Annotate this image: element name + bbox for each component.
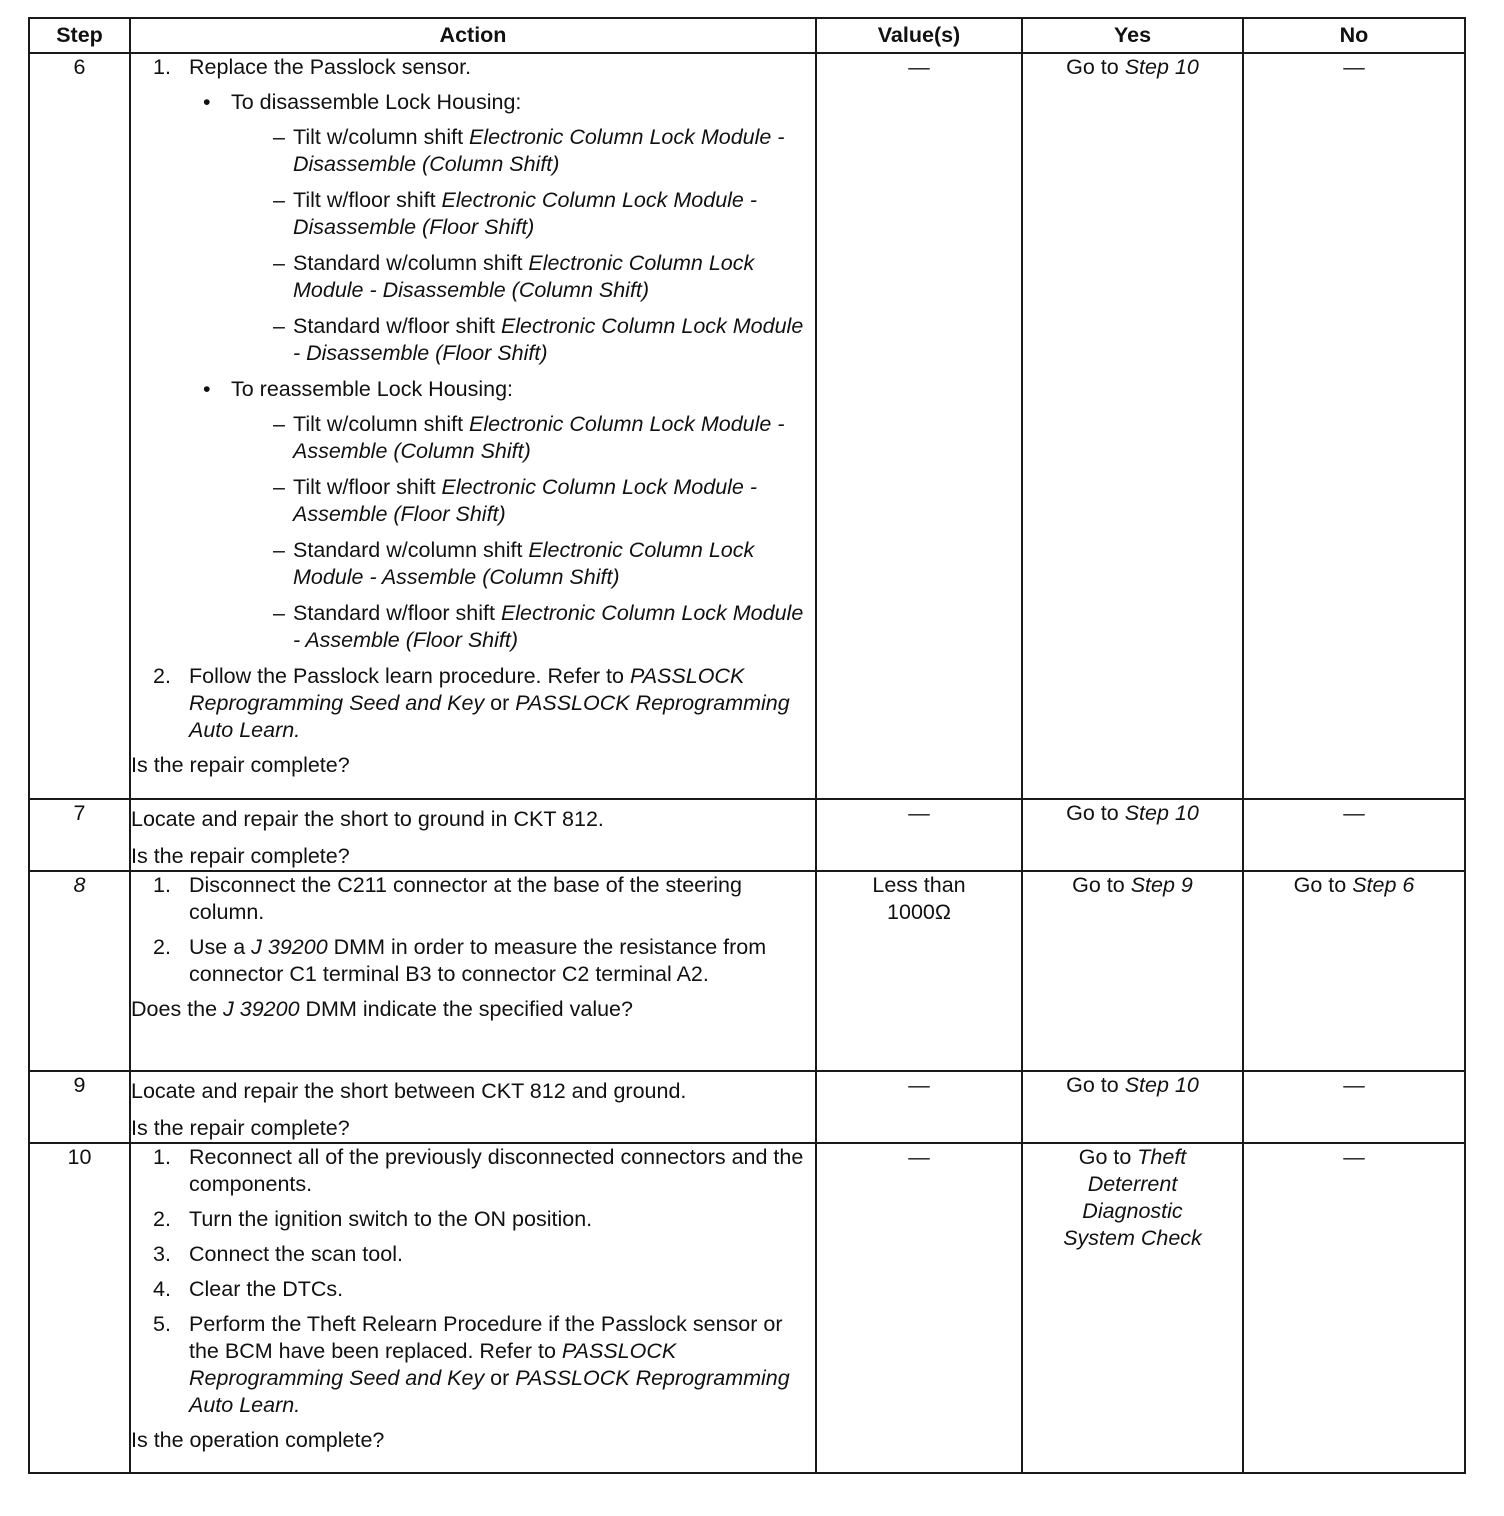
question-text: Is the operation complete? <box>131 1428 385 1452</box>
action-cell <box>130 53 816 799</box>
step-index: 4. <box>153 1277 171 1301</box>
table-row <box>29 799 1465 871</box>
action-step <box>131 872 815 926</box>
yes-text: Go to <box>1078 1145 1138 1169</box>
bullet-text: To disassemble Lock Housing: <box>231 90 522 114</box>
dash-item <box>231 187 815 241</box>
action-cell <box>130 1071 816 1143</box>
step-index: 3. <box>153 1242 171 1266</box>
step-text: DMM in order to measure the resistance from connector C1 terminal B3 to connector C2 terminal A2. <box>189 935 767 986</box>
dash-text: Standard w/floor shift <box>293 601 501 625</box>
no-cell: — <box>1243 53 1465 799</box>
table-row <box>29 1143 1465 1473</box>
procedure-link: Electronic Column Lock Module - Disassemble (Column Shift) <box>293 125 785 176</box>
step-text: Reconnect all of the previously disconnected connectors and the components. <box>189 1145 804 1196</box>
action-steps <box>131 872 815 988</box>
step-number: 10 <box>29 1143 130 1473</box>
dash-glyph: – <box>273 475 285 499</box>
step-text: Connect the scan tool. <box>189 1242 403 1266</box>
table-row <box>29 53 1465 799</box>
header-row <box>29 18 1465 53</box>
bullet-glyph: • <box>203 90 211 114</box>
header-yes: Yes <box>1022 18 1243 53</box>
tool-name: J 39200 <box>223 997 300 1021</box>
header-no: No <box>1243 18 1465 53</box>
procedure-link: Theft Deterrent Diagnostic System Check <box>1063 1145 1202 1250</box>
dash-glyph: – <box>273 188 285 212</box>
step-link: Step 9 <box>1130 873 1193 897</box>
dash-item <box>231 474 815 528</box>
dash-item <box>231 250 815 304</box>
dash-glyph: – <box>273 125 285 149</box>
procedure-link: Electronic Column Lock Module - Assemble (Column Shift) <box>293 412 785 463</box>
action-step <box>131 934 815 988</box>
yes-text: Go to <box>1066 801 1125 825</box>
dash-glyph: – <box>273 601 285 625</box>
yes-cell <box>1022 1071 1243 1143</box>
value-line: Less than <box>872 873 966 897</box>
dash-text: Tilt w/column shift <box>293 125 470 149</box>
value-cell: — <box>816 1071 1022 1143</box>
procedure-link: PASSLOCK Reprogramming Seed and Key <box>189 1339 677 1390</box>
procedure-link: Electronic Column Lock Module - Disassemble (Floor Shift) <box>293 314 804 365</box>
bullet-glyph: • <box>203 377 211 401</box>
step-index: 1. <box>153 1145 171 1169</box>
action-step <box>131 1311 815 1419</box>
action-text: Locate and repair the short between CKT 812 and ground. <box>131 1079 687 1103</box>
value-cell: — <box>816 53 1022 799</box>
procedure-link: Electronic Column Lock Module - Disassemble (Column Shift) <box>293 251 755 302</box>
step-text: or <box>484 1366 516 1390</box>
step-text: Perform the Theft Relearn Procedure if the Passlock sensor or the BCM have been replaced. Refer to <box>189 1312 783 1363</box>
bullet-text: To reassemble Lock Housing: <box>231 377 514 401</box>
dash-glyph: – <box>273 251 285 275</box>
step-index: 1. <box>153 873 171 897</box>
step-text: Clear the DTCs. <box>189 1277 344 1301</box>
table-row <box>29 1071 1465 1143</box>
action-step <box>131 1241 815 1268</box>
yes-cell <box>1022 1143 1243 1473</box>
yes-text: Go to <box>1066 55 1125 79</box>
table-row <box>29 871 1465 1071</box>
procedure-link: Electronic Column Lock Module - Assemble (Floor Shift) <box>293 601 804 652</box>
dash-item <box>231 600 815 654</box>
procedure-link: PASSLOCK Reprogramming Auto Learn. <box>189 1366 790 1417</box>
dash-text: Standard w/column shift <box>293 251 529 275</box>
dash-list <box>231 124 815 367</box>
header-values: Value(s) <box>816 18 1022 53</box>
step-text: or <box>484 691 516 715</box>
yes-cell <box>1022 53 1243 799</box>
question-text: Is the repair complete? <box>131 1116 350 1140</box>
step-text: Replace the Passlock sensor. <box>189 55 472 79</box>
yes-text: Go to <box>1072 873 1131 897</box>
no-cell: — <box>1243 1143 1465 1473</box>
step-number: 9 <box>29 1071 130 1143</box>
action-step <box>131 1144 815 1198</box>
step-number: 6 <box>29 53 130 799</box>
header-action: Action <box>130 18 816 53</box>
yes-cell <box>1022 799 1243 871</box>
step-number: 7 <box>29 799 130 871</box>
step-index: 1. <box>153 55 171 79</box>
step-index: 2. <box>153 664 171 688</box>
step-text: Disconnect the C211 connector at the base of the steering column. <box>189 873 742 924</box>
dash-item <box>231 537 815 591</box>
action-steps <box>131 1144 815 1419</box>
action-cell <box>130 1143 816 1473</box>
action-text: Locate and repair the short to ground in CKT 812. <box>131 807 604 831</box>
no-cell <box>1243 871 1465 1071</box>
value-line: 1000Ω <box>887 900 951 924</box>
value-cell: — <box>816 799 1022 871</box>
dash-glyph: – <box>273 314 285 338</box>
step-index: 2. <box>153 1207 171 1231</box>
action-step <box>131 1206 815 1233</box>
question-part: Does the <box>131 997 224 1021</box>
yes-cell <box>1022 871 1243 1071</box>
procedure-link: Electronic Column Lock Module - Assemble (Column Shift) <box>293 538 755 589</box>
value-cell <box>816 871 1022 1071</box>
action-step <box>131 54 815 654</box>
dash-text: Tilt w/floor shift <box>293 188 442 212</box>
dash-text: Standard w/floor shift <box>293 314 501 338</box>
dash-glyph: – <box>273 412 285 436</box>
step-text: Use a <box>189 935 252 959</box>
question-text: Is the repair complete? <box>131 844 350 868</box>
step-index: 5. <box>153 1312 171 1336</box>
action-step <box>131 663 815 744</box>
bullet-item <box>195 376 815 654</box>
procedure-link: Electronic Column Lock Module - Assemble (Floor Shift) <box>293 475 758 526</box>
tool-name: J 39200 <box>251 935 328 959</box>
step-number: 8 <box>29 871 130 1071</box>
dash-list <box>231 411 815 654</box>
no-cell: — <box>1243 799 1465 871</box>
diagnostic-table <box>28 17 1466 1474</box>
dash-text: Tilt w/floor shift <box>293 475 442 499</box>
step-link: Step 10 <box>1124 1073 1199 1097</box>
step-text: Turn the ignition switch to the ON position. <box>189 1207 593 1231</box>
dash-item <box>231 124 815 178</box>
question-part: DMM indicate the specified value? <box>299 997 633 1021</box>
step-index: 2. <box>153 935 171 959</box>
no-text: Go to <box>1293 873 1353 897</box>
action-step <box>131 1276 815 1303</box>
dash-item <box>231 313 815 367</box>
bullet-list <box>189 89 815 654</box>
dash-item <box>231 411 815 465</box>
no-cell: — <box>1243 1071 1465 1143</box>
action-cell <box>130 799 816 871</box>
dash-glyph: – <box>273 538 285 562</box>
procedure-link: Electronic Column Lock Module - Disassemble (Floor Shift) <box>293 188 758 239</box>
dash-text: Standard w/column shift <box>293 538 529 562</box>
question-text <box>131 996 815 1023</box>
step-link: Step 10 <box>1124 801 1199 825</box>
action-steps <box>131 54 815 744</box>
bullet-item <box>195 89 815 367</box>
dash-text: Tilt w/column shift <box>293 412 470 436</box>
procedure-link: PASSLOCK Reprogramming Auto Learn. <box>189 691 790 742</box>
step-text: Follow the Passlock learn procedure. Refer to <box>189 664 630 688</box>
header-step: Step <box>29 18 130 53</box>
step-link: Step 6 <box>1352 873 1415 897</box>
procedure-link: PASSLOCK Reprogramming Seed and Key <box>189 664 745 715</box>
step-link: Step 10 <box>1124 55 1199 79</box>
question-text: Is the repair complete? <box>131 753 350 777</box>
action-cell <box>130 871 816 1071</box>
yes-text: Go to <box>1066 1073 1125 1097</box>
value-cell: — <box>816 1143 1022 1473</box>
